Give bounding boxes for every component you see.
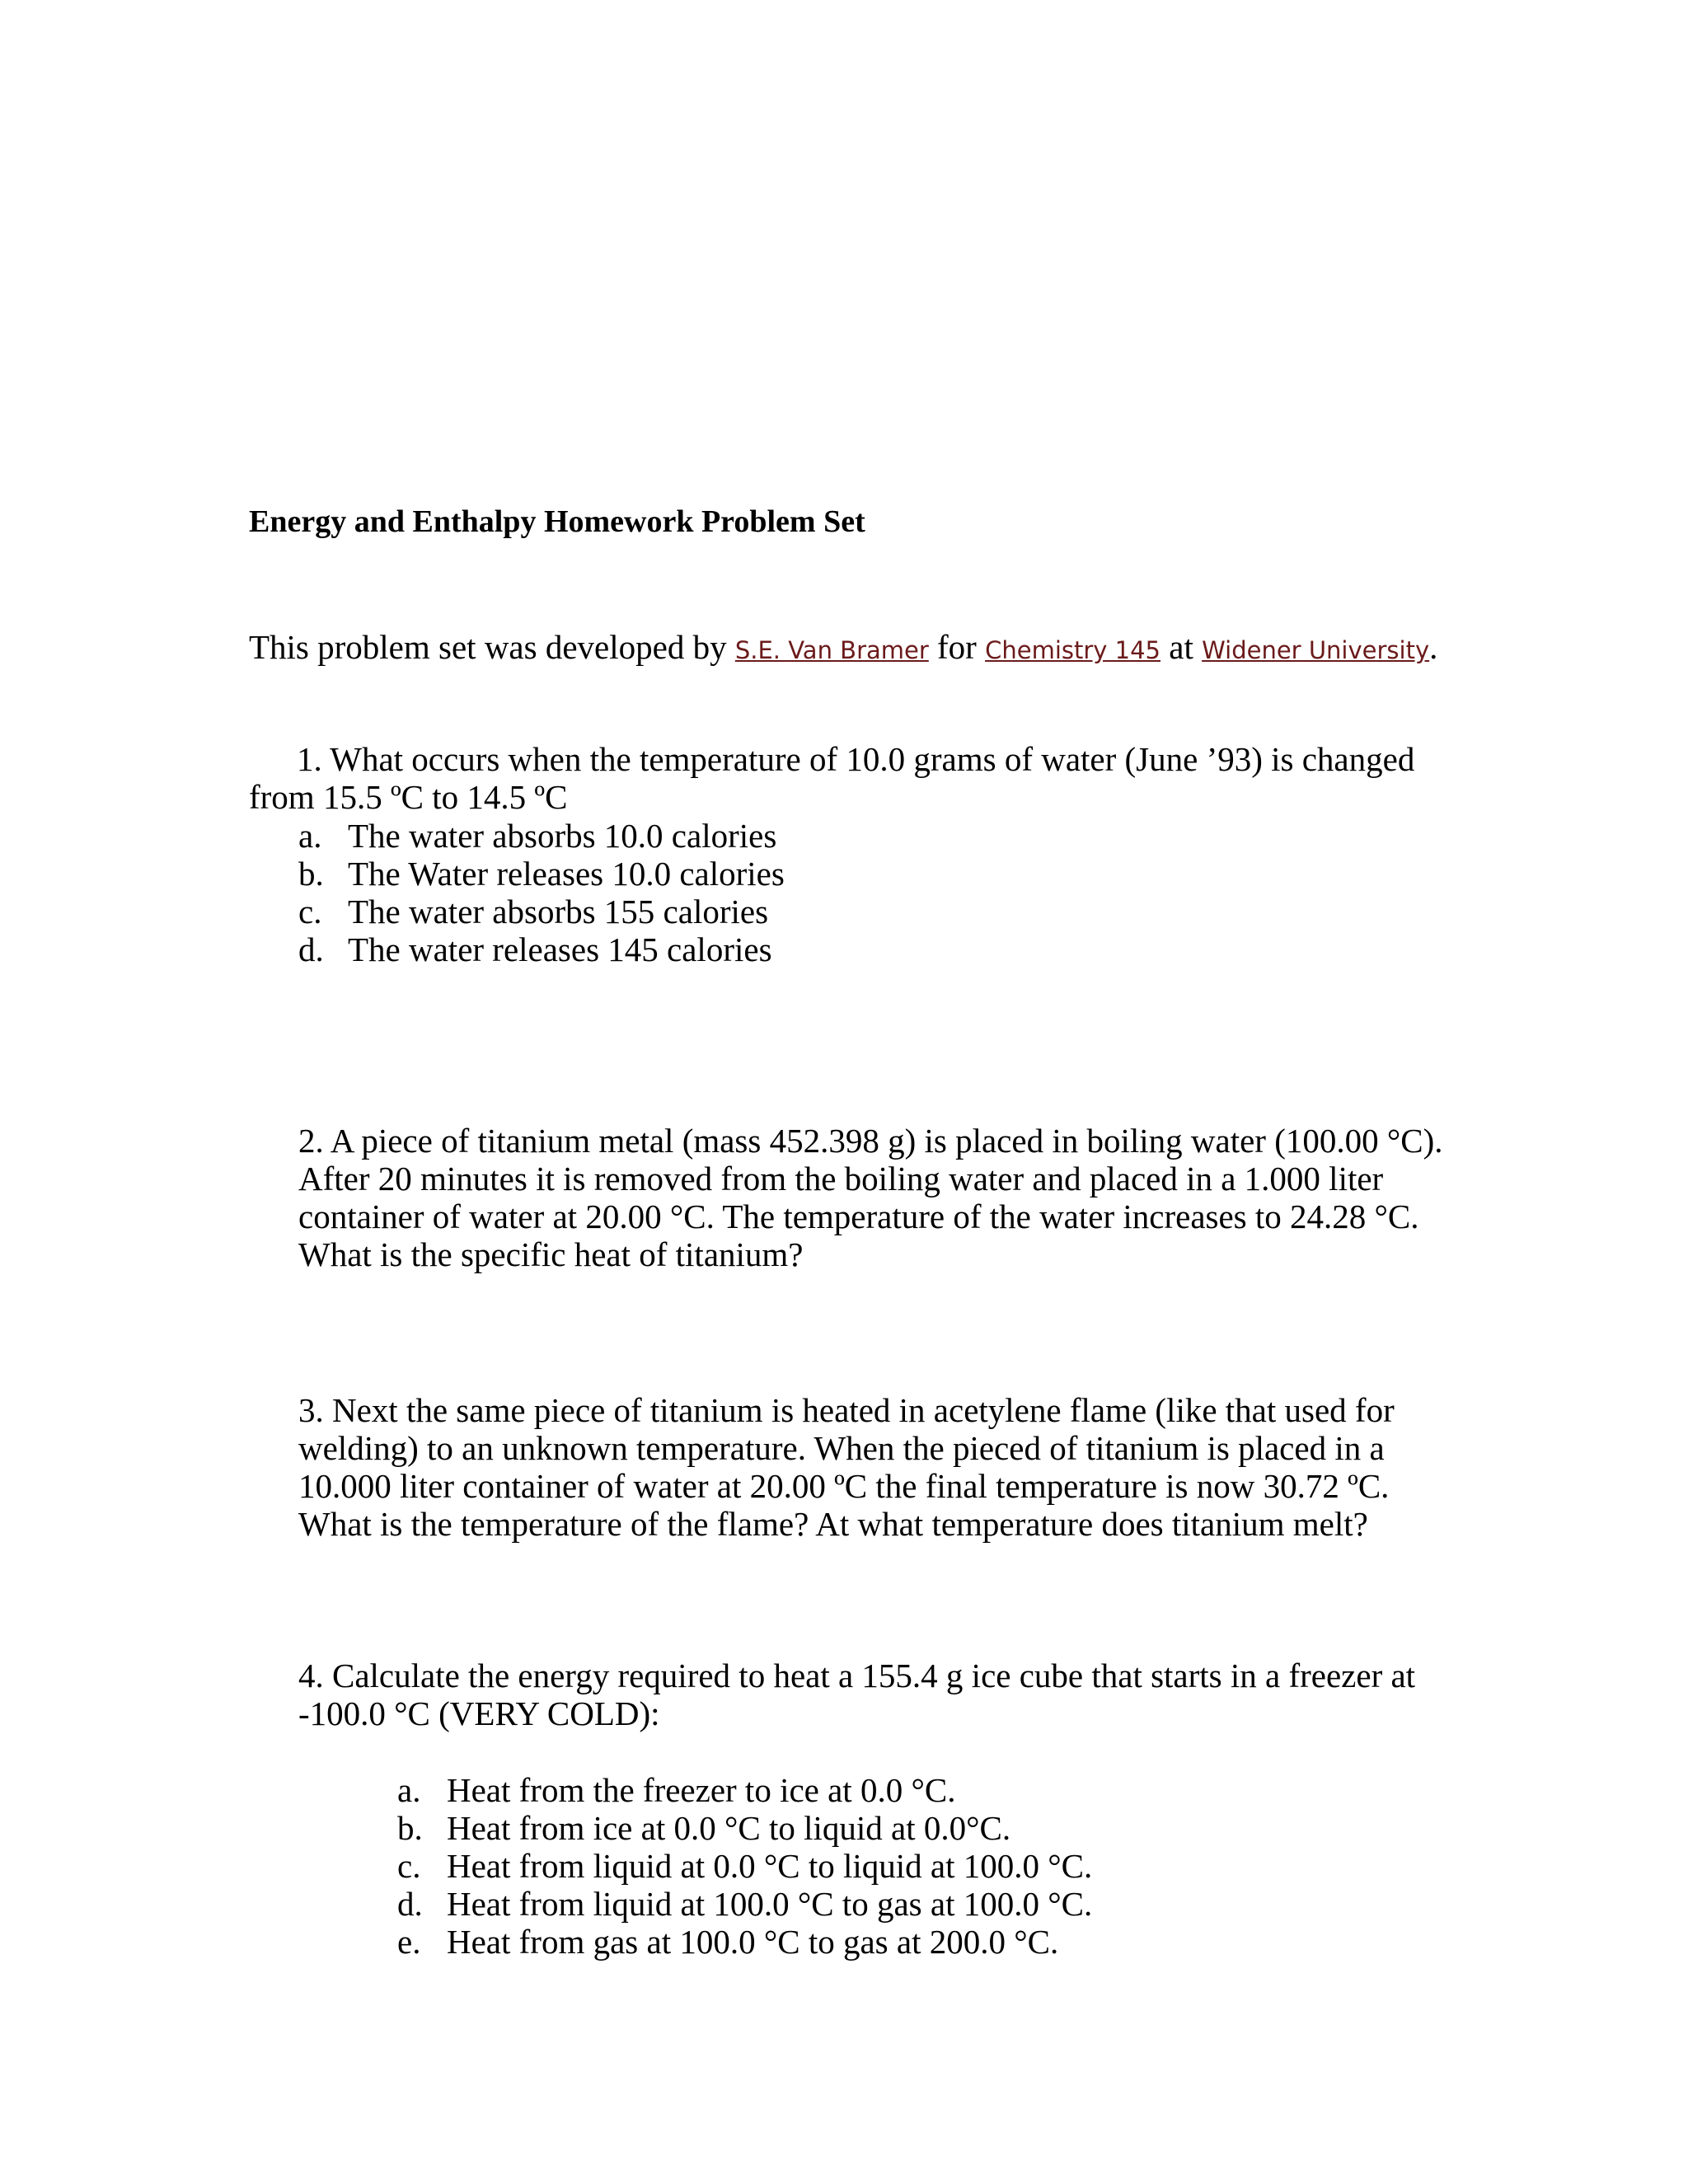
question-1-line-2: from 15.5 ºC to 14.5 ºC (249, 778, 568, 816)
option-letter: b. (397, 1809, 423, 1847)
question-4-line-2: -100.0 °C (VERY COLD): (298, 1694, 660, 1732)
course-link[interactable]: Chemistry 145 (985, 636, 1161, 664)
option-text: The water releases 145 calories (348, 930, 772, 968)
option-letter: d. (298, 930, 324, 968)
question-1-option-d (298, 930, 772, 968)
question-3-line-4: What is the temperature of the flame? At what temperature does titanium melt? (298, 1505, 1368, 1543)
question-3-line-1: 3. Next the same piece of titanium is heated in acetylene flame (like that used for (298, 1391, 1395, 1429)
intro-prefix: This problem set was developed by (249, 628, 735, 666)
option-text: Heat from liquid at 0.0 °C to liquid at 100.0 °C. (447, 1847, 1093, 1885)
question-2-line-2: After 20 minutes it is removed from the boiling water and placed in a 1.000 liter (298, 1160, 1384, 1197)
question-3-line-2: welding) to an unknown temperature. When the pieced of titanium is placed in a (298, 1429, 1385, 1467)
question-2-line-1: 2. A piece of titanium metal (mass 452.398 g) is placed in boiling water (100.00 °C). (298, 1122, 1443, 1160)
option-letter: c. (298, 893, 322, 930)
question-4-option-d (397, 1885, 1092, 1923)
question-2-line-4: What is the specific heat of titanium? (298, 1235, 804, 1273)
option-letter: a. (298, 817, 322, 855)
question-1 (249, 740, 1414, 816)
option-letter: e. (397, 1923, 421, 1961)
option-text: The water absorbs 10.0 calories (348, 817, 777, 855)
question-2-line-3: container of water at 20.00 °C. The temperature of the water increases to 24.28 °C. (298, 1197, 1419, 1235)
option-letter: d. (397, 1885, 423, 1923)
question-4-option-b (397, 1809, 1010, 1847)
option-text: The water absorbs 155 calories (348, 893, 769, 930)
intro-at: at (1160, 628, 1203, 666)
question-4-option-a (397, 1771, 955, 1809)
question-3-line-3: 10.000 liter container of water at 20.00 ºC the final temperature is now 30.72 ºC. (298, 1467, 1390, 1505)
option-text: Heat from the freezer to ice at 0.0 °C. (447, 1771, 956, 1809)
question-2 (298, 1122, 1443, 1273)
question-1-option-c (298, 893, 768, 930)
question-1-line-1: 1. What occurs when the temperature of 10.0 grams of water (June ’93) is changed (297, 740, 1415, 778)
author-link[interactable]: S.E. Van Bramer (734, 636, 929, 664)
question-1-option-b (298, 855, 785, 893)
question-1-option-a (298, 817, 776, 855)
option-letter: c. (397, 1847, 421, 1885)
option-letter: b. (298, 855, 324, 893)
option-text: Heat from ice at 0.0 °C to liquid at 0.0°C. (447, 1809, 1011, 1847)
option-text: Heat from liquid at 100.0 °C to gas at 100.0 °C. (447, 1885, 1093, 1923)
document-title: Energy and Enthalpy Homework Problem Set (249, 504, 865, 539)
intro-suffix: . (1429, 628, 1438, 666)
intro-for: for (928, 628, 986, 666)
question-4-option-c (397, 1847, 1092, 1885)
university-link[interactable]: Widener University (1202, 636, 1430, 664)
option-text: Heat from gas at 100.0 °C to gas at 200.0 °C. (447, 1923, 1059, 1961)
question-4-line-1: 4. Calculate the energy required to heat a 155.4 g ice cube that starts in a freezer at (298, 1657, 1416, 1694)
option-letter: a. (397, 1771, 421, 1809)
intro-paragraph (249, 626, 1437, 671)
question-3 (298, 1391, 1395, 1543)
option-text: The Water releases 10.0 calories (348, 855, 785, 893)
question-4-option-e (397, 1923, 1058, 1961)
question-4 (298, 1657, 1415, 1732)
